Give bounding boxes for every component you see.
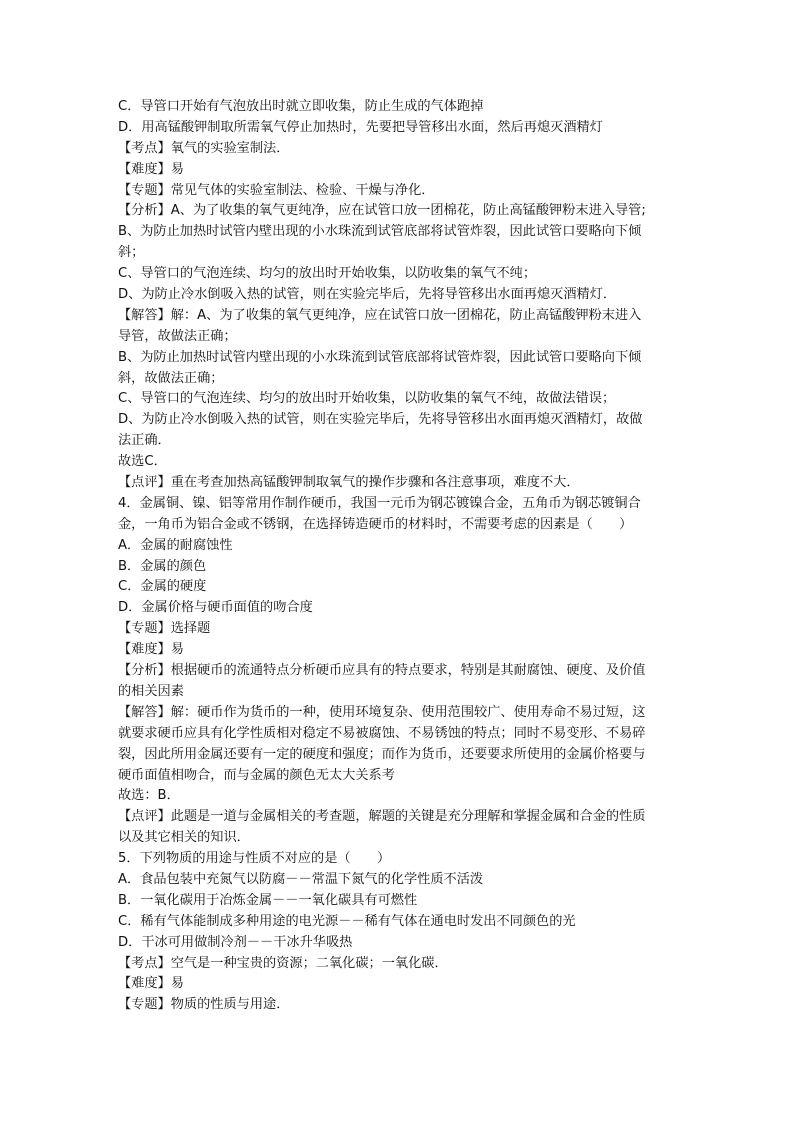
option-a: A．金属的耐腐蚀性	[118, 537, 233, 553]
text-line: 【解答】解：A、为了收集的氧气更纯净，应在试管口放一团棉花，防止高锰酸钾粉末进入	[118, 307, 642, 323]
question-stem: 金，一角币为铝合金或不锈钢，在选择铸造硬币的材料时，不需要考虑的因素是（ ）	[118, 516, 633, 532]
text-line: 【考点】空气是一种宝贵的资源；二氧化碳；一氧化碳．	[118, 955, 448, 971]
text-line: 斜；	[118, 245, 145, 261]
text-line: C、导管口的气泡连续、均匀的放出时开始收集，以防收集的氧气不纯；	[118, 266, 537, 282]
text-line: 【分析】A、为了收集的氧气更纯净，应在试管口放一团棉花，防止高锰酸钾粉末进入导管;	[118, 203, 646, 219]
text-line: 【点评】此题是一道与金属相关的考查题，解题的关键是充分理解和掌握金属和合金的性质	[118, 809, 646, 825]
text-line: C、导管口的气泡连续、均匀的放出时开始收集，以防收集的氧气不纯，故做法错误；	[118, 391, 616, 407]
text-line: 故选：B．	[118, 788, 180, 804]
option-c: C．稀有气体能制成多种用途的电光源－－稀有气体在通电时发出不同颜色的光	[118, 913, 576, 929]
text-line: D．用高锰酸钾制取所需氧气停止加热时，先要把导管移出水面，然后再熄灭酒精灯	[118, 119, 603, 135]
text-line: 裂，因此所用金属还要有一定的硬度和强度；而作为货币，还要要求所使用的金属价格要与	[118, 746, 646, 762]
question-stem: 5．下列物质的用途与性质不对应的是（ ）	[118, 851, 391, 867]
text-line: 硬币面值相吻合，而与金属的颜色无太大关系考	[118, 767, 395, 783]
text-line: B、为防止加热时试管内壁出现的小水珠流到试管底部将试管炸裂，因此试管口要略向下倾	[118, 349, 642, 365]
text-line: 【专题】选择题	[118, 621, 211, 637]
text-line: 【专题】物质的性质与用途．	[118, 997, 290, 1013]
text-line: 斜，故做法正确；	[118, 370, 224, 386]
text-line: 就要求硬币应具有化学性质相对稳定不易被腐蚀、不易锈蚀的特点；同时不易变形、不易碎	[118, 725, 646, 741]
text-line: 导管，故做法正确；	[118, 328, 237, 344]
option-c: C．金属的硬度	[118, 579, 207, 595]
text-line: 【解答】解：硬币作为货币的一种，使用环境复杂、使用范围较广、使用寿命不易过短，这	[118, 704, 646, 720]
question-stem: 4．金属铜、镍、铝等常用作制作硬币，我国一元币为钢芯镀镍合金，五角币为钢芯镀铜合	[118, 495, 641, 511]
text-line: 法正确．	[118, 433, 171, 449]
text-line: 的相关因素	[118, 683, 184, 699]
text-line: 【难度】易	[118, 642, 184, 658]
text-line: 【难度】易	[118, 161, 184, 177]
text-line: 故选C．	[118, 454, 167, 470]
text-line: 【专题】常见气体的实验室制法、检验、干燥与净化．	[118, 182, 435, 198]
text-line: 【点评】重在考查加热高锰酸钾制取氧气的操作步骤和各注意事项，难度不大．	[118, 475, 580, 491]
option-b: B．金属的颜色	[118, 558, 207, 574]
text-line: 【分析】根据硬币的流通特点分析硬币应具有的特点要求，特别是其耐腐蚀、硬度、及价值	[118, 663, 646, 679]
option-d: D．干冰可用做制冷剂－－干冰升华吸热	[118, 934, 353, 950]
text-line: B、为防止加热时试管内壁出现的小水珠流到试管底部将试管炸裂，因此试管口要略向下倾	[118, 224, 642, 240]
text-line: C．导管口开始有气泡放出时就立即收集，防止生成的气体跑掉	[118, 99, 484, 114]
text-line: D、为防止冷水倒吸入热的试管，则在实验完毕后，先将导管移出水面再熄灭酒精灯．	[118, 287, 617, 303]
text-line: 以及其它相关的知识．	[118, 830, 250, 846]
option-b: B．一氧化碳用于冶炼金属－－一氧化碳具有可燃性	[118, 892, 418, 908]
text-line: 【考点】氧气的实验室制法．	[118, 140, 290, 156]
document-page	[118, 97, 678, 1016]
option-d: D．金属价格与硬币面值的吻合度	[118, 600, 313, 616]
text-line: D、为防止冷水倒吸入热的试管，则在实验完毕后，先将导管移出水面再熄灭酒精灯，故做	[118, 412, 643, 428]
option-a: A．食品包装中充氮气以防腐－－常温下氮气的化学性质不活泼	[118, 871, 484, 887]
text-line: 【难度】易	[118, 976, 184, 992]
